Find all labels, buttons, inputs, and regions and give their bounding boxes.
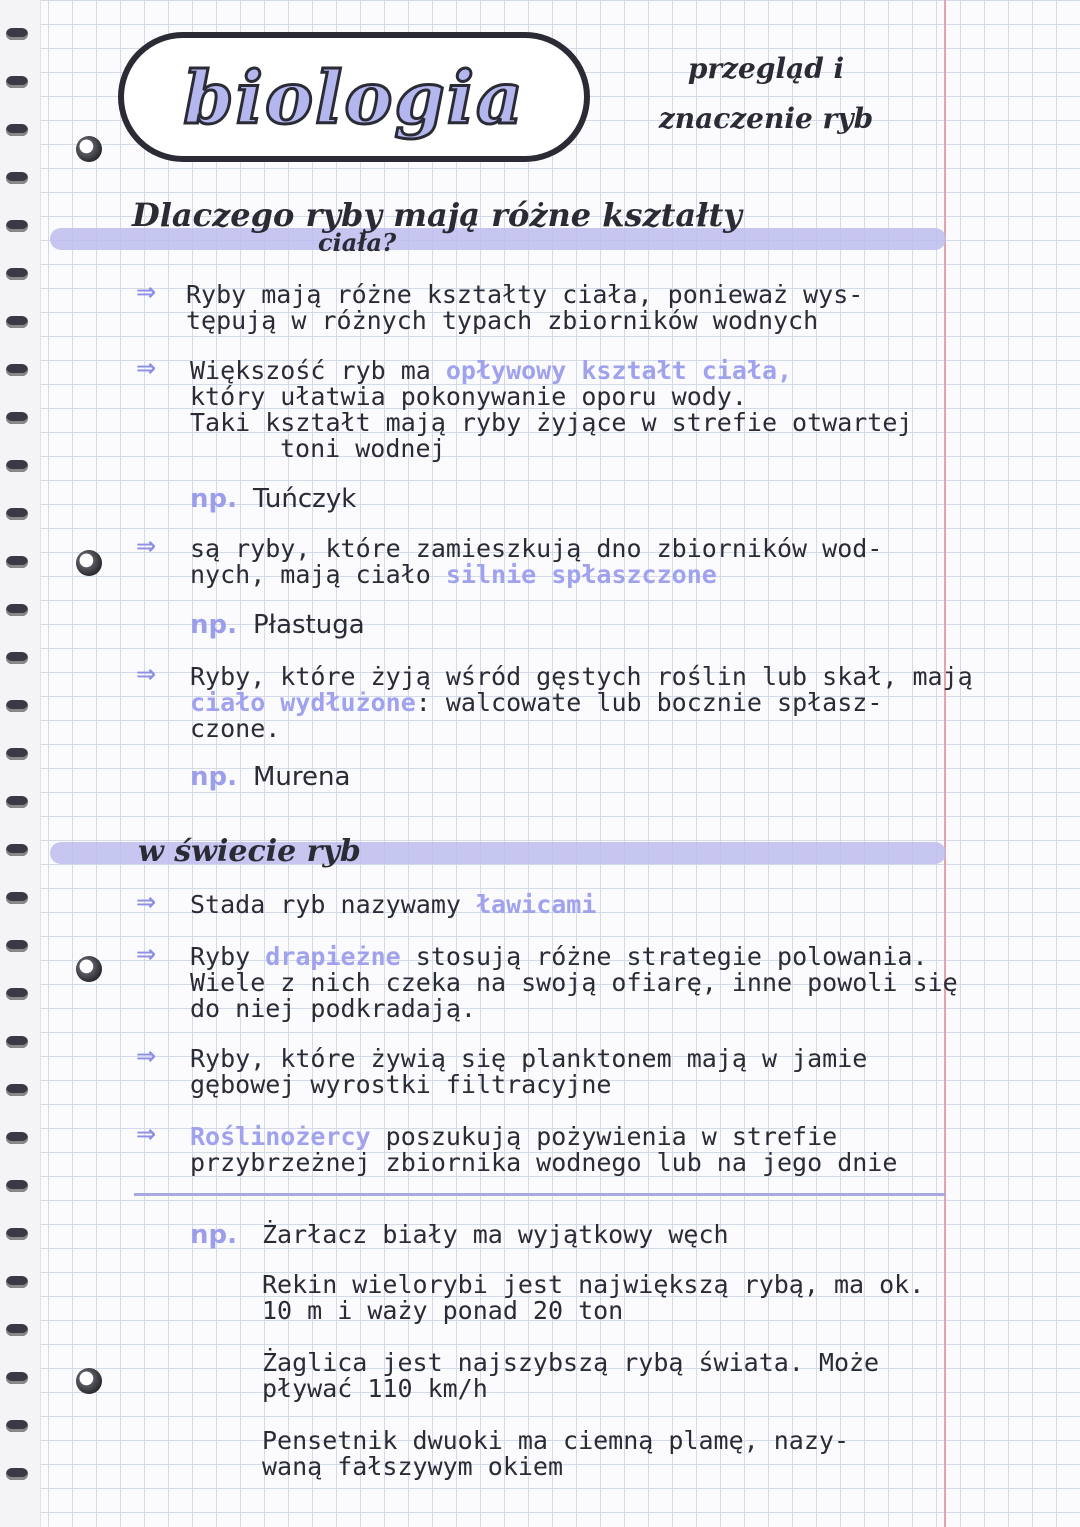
spiral-ring xyxy=(6,220,28,232)
spiral-ring xyxy=(6,892,28,904)
fact-line: Żaglica jest najszybszą rybą świata. Może xyxy=(262,1348,880,1377)
paragraph: toni wodnej xyxy=(280,434,446,463)
spiral-ring xyxy=(6,412,28,424)
fact-line: Żarłacz biały ma wyjątkowy węch xyxy=(262,1220,729,1249)
spiral-ring xyxy=(6,652,28,664)
paragraph: czone. xyxy=(190,714,281,743)
paragraph: do niej podkradają. xyxy=(190,994,476,1023)
subtitle-line: przegląd i xyxy=(687,52,845,85)
highlighted-term: Roślinożercy xyxy=(190,1122,371,1151)
spiral-ring xyxy=(6,988,28,1000)
title-logo-text: biologia xyxy=(183,54,525,140)
punch-hole xyxy=(76,956,102,982)
arrow-icon: ⇒ xyxy=(136,354,157,382)
highlighted-term: opływowy kształt ciała, xyxy=(445,356,793,385)
paragraph: nych, mają ciało silnie spłaszczone xyxy=(190,560,717,589)
arrow-icon: ⇒ xyxy=(136,660,157,688)
arrow-icon: ⇒ xyxy=(136,278,157,306)
title-logo xyxy=(118,32,590,162)
arrow-icon: ⇒ xyxy=(136,940,157,968)
spiral-ring xyxy=(6,1324,28,1336)
highlighted-term: silnie spłaszczone xyxy=(445,560,717,589)
example-label: np. xyxy=(190,762,237,792)
punch-hole xyxy=(76,550,102,576)
spiral-ring xyxy=(6,364,28,376)
example-line: np. Tuńczyk xyxy=(190,484,357,514)
spiral-ring xyxy=(6,268,28,280)
spiral-ring xyxy=(6,1468,28,1480)
spiral-ring xyxy=(6,460,28,472)
spiral-ring xyxy=(6,28,28,40)
paragraph: Taki kształt mają ryby żyjące w strefie otwartej xyxy=(190,408,913,437)
example-label-block xyxy=(190,1220,253,1250)
paragraph: który ułatwia pokonywanie oporu wody. xyxy=(190,382,747,411)
section1-heading-cont: ciała? xyxy=(318,228,397,257)
example-label: np. xyxy=(190,484,237,514)
paragraph: Stada ryb nazywamy ławicami xyxy=(190,890,597,919)
paragraph: ciało wydłużone: walcowate lub bocznie spłasz- xyxy=(190,688,883,717)
spiral-ring xyxy=(6,1180,28,1192)
fact-line: 10 m i waży ponad 20 ton xyxy=(262,1296,624,1325)
paragraph: są ryby, które zamieszkują dno zbiorników wod- xyxy=(190,534,883,563)
highlighted-term: ławicami xyxy=(475,890,597,919)
paragraph: Roślinożercy poszukują pożywienia w strefie xyxy=(190,1122,838,1151)
fact-line: waną fałszywym okiem xyxy=(262,1452,564,1481)
spiral-ring xyxy=(6,940,28,952)
spiral-ring xyxy=(6,1420,28,1432)
example-line: np. Murena xyxy=(190,762,351,792)
spiral-ring xyxy=(6,556,28,568)
spiral-ring xyxy=(6,508,28,520)
fact-line: Pensetnik dwuoki ma ciemną plamę, nazy- xyxy=(262,1426,849,1455)
fact-line: pływać 110 km/h xyxy=(262,1374,488,1403)
section-divider xyxy=(134,1193,946,1196)
arrow-icon: ⇒ xyxy=(136,532,157,560)
spiral-ring xyxy=(6,172,28,184)
spiral-ring xyxy=(6,748,28,760)
spiral-ring xyxy=(6,1372,28,1384)
punch-hole xyxy=(76,136,102,162)
page-subtitle xyxy=(606,44,926,144)
paragraph: tępują w różnych typach zbiorników wodnych xyxy=(186,306,819,335)
section2-heading: w świecie ryb xyxy=(138,834,361,869)
highlighted-term: drapieżne xyxy=(265,942,401,971)
spiral-ring xyxy=(6,1228,28,1240)
paragraph: Większość ryb ma opływowy kształt ciała, xyxy=(190,356,793,385)
example-label: np. xyxy=(190,1220,237,1250)
arrow-icon: ⇒ xyxy=(136,1120,157,1148)
spiral-binding xyxy=(0,0,41,1527)
paragraph: przybrzeżnej zbiornika wodnego lub na jego dnie xyxy=(190,1148,898,1177)
spiral-ring xyxy=(6,1132,28,1144)
margin-line xyxy=(944,0,946,1527)
spiral-ring xyxy=(6,796,28,808)
paragraph: Wiele z nich czeka na swoją ofiarę, inne powoli się xyxy=(190,968,958,997)
section1-heading: Dlaczego ryby mają różne kształty xyxy=(132,196,742,234)
spiral-ring xyxy=(6,316,28,328)
paragraph: Ryby drapieżne stosują różne strategie polowania. xyxy=(190,942,928,971)
paragraph: Ryby mają różne kształty ciała, ponieważ wys- xyxy=(186,280,864,309)
subtitle-line: znaczenie ryb xyxy=(658,102,874,135)
arrow-icon: ⇒ xyxy=(136,888,157,916)
arrow-icon: ⇒ xyxy=(136,1042,157,1070)
spiral-ring xyxy=(6,1036,28,1048)
example-label: np. xyxy=(190,610,237,640)
paragraph: Ryby, które żywią się planktonem mają w jamie xyxy=(190,1044,868,1073)
spiral-ring xyxy=(6,700,28,712)
paragraph: Ryby, które żyją wśród gęstych roślin lub skał, mają xyxy=(190,662,973,691)
paragraph: gębowej wyrostki filtracyjne xyxy=(190,1070,612,1099)
punch-hole xyxy=(76,1368,102,1394)
example-line: np. Płastuga xyxy=(190,610,365,640)
spiral-ring xyxy=(6,604,28,616)
spiral-ring xyxy=(6,1276,28,1288)
highlighted-term: ciało wydłużone xyxy=(190,688,416,717)
spiral-ring xyxy=(6,76,28,88)
fact-line: Rekin wielorybi jest największą rybą, ma ok. xyxy=(262,1270,925,1299)
spiral-ring xyxy=(6,124,28,136)
spiral-ring xyxy=(6,1084,28,1096)
spiral-ring xyxy=(6,844,28,856)
